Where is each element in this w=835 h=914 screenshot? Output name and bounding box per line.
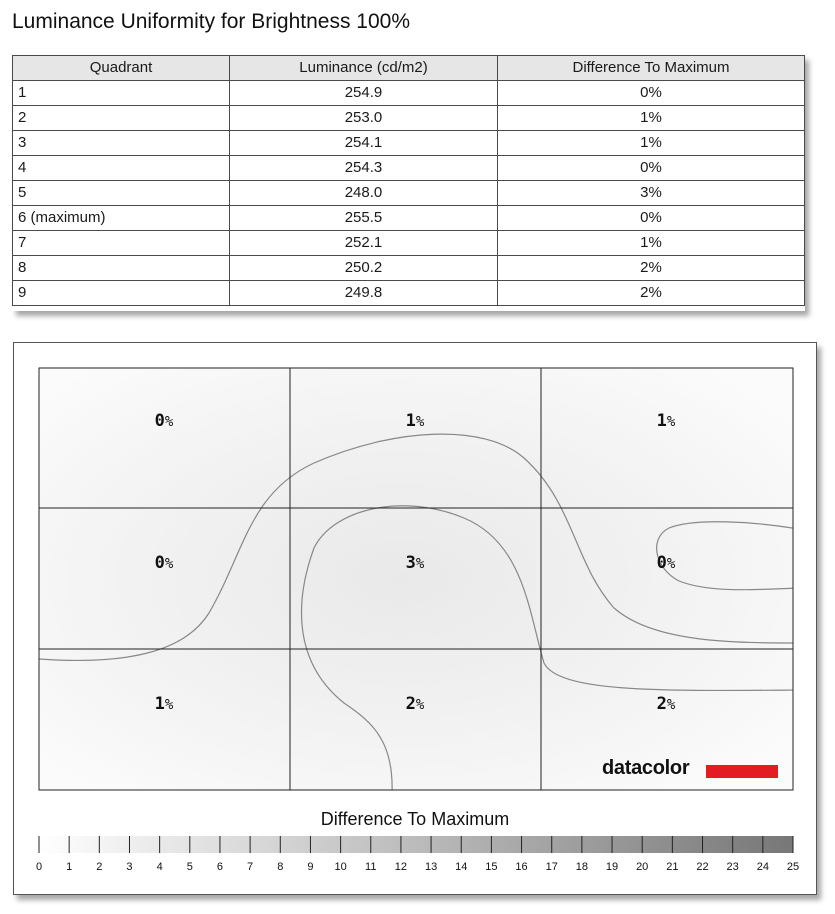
scale-tick-label: 23 xyxy=(726,861,739,873)
scale-tick-label: 22 xyxy=(696,861,709,873)
table-row xyxy=(13,106,805,131)
scale-tick-label: 9 xyxy=(307,861,314,873)
scale-tick-label: 11 xyxy=(365,861,377,873)
color-scale-bar xyxy=(39,836,793,853)
scale-tick-label: 10 xyxy=(334,861,347,873)
cell-value: 1 xyxy=(154,694,165,714)
difference-cell: 0% xyxy=(498,156,805,181)
header-quadrant: Quadrant xyxy=(13,56,230,81)
table-row xyxy=(13,131,805,156)
cell-value: 1 xyxy=(656,411,667,431)
difference-cell: 3% xyxy=(498,181,805,206)
quadrant-cell: 2 xyxy=(13,106,230,131)
plot-area xyxy=(39,368,793,790)
scale-tick-label: 2 xyxy=(96,861,103,873)
cell-unit: % xyxy=(666,414,676,430)
color-scale-title: Difference To Maximum xyxy=(320,809,510,829)
difference-cell: 2% xyxy=(498,281,805,306)
scale-tick-label: 7 xyxy=(247,861,254,873)
difference-cell: 0% xyxy=(498,206,805,231)
cell-value: 1 xyxy=(405,411,416,431)
scale-tick-label: 12 xyxy=(394,861,408,873)
cell-label-r2c3 xyxy=(626,553,706,573)
datacolor-logo-bar xyxy=(706,765,778,778)
table-row xyxy=(13,231,805,256)
cell-unit: % xyxy=(415,697,425,713)
quadrant-cell: 7 xyxy=(13,231,230,256)
quadrant-cell: 8 xyxy=(13,256,230,281)
difference-cell: 1% xyxy=(498,231,805,256)
cell-unit: % xyxy=(666,556,676,572)
cell-label-r3c3 xyxy=(626,694,706,714)
scale-tick-label: 8 xyxy=(277,861,284,873)
cell-label-r1c3 xyxy=(626,411,706,431)
quadrant-cell: 1 xyxy=(13,81,230,106)
cell-unit: % xyxy=(415,556,425,572)
cell-unit: % xyxy=(164,697,174,713)
scale-tick-label: 15 xyxy=(485,861,498,873)
cell-unit: % xyxy=(164,556,174,572)
header-luminance: Luminance (cd/m2) xyxy=(230,56,498,81)
scale-tick-label: 18 xyxy=(575,861,588,873)
table-row xyxy=(13,206,805,231)
cell-value: 2 xyxy=(405,694,416,714)
quadrant-cell: 4 xyxy=(13,156,230,181)
luminance-cell: 250.2 xyxy=(230,256,498,281)
table-row xyxy=(13,156,805,181)
scale-tick-label: 13 xyxy=(424,861,438,873)
header-difference: Difference To Maximum xyxy=(498,56,805,81)
cell-value: 2 xyxy=(656,694,667,714)
table-header-row xyxy=(13,56,805,81)
cell-unit: % xyxy=(164,414,174,430)
page-title: Luminance Uniformity for Brightness 100% xyxy=(12,10,411,33)
quadrant-cell: 3 xyxy=(13,131,230,156)
scale-tick-label: 3 xyxy=(126,861,133,873)
scale-tick-label: 17 xyxy=(545,861,558,873)
scale-tick-label: 0 xyxy=(35,861,43,873)
cell-value: 0 xyxy=(154,553,165,573)
scale-tick-label: 5 xyxy=(186,861,193,873)
difference-cell: 0% xyxy=(498,81,805,106)
cell-value: 0 xyxy=(656,553,667,573)
luminance-cell: 248.0 xyxy=(230,181,498,206)
luminance-cell: 254.1 xyxy=(230,131,498,156)
cell-label-r3c1 xyxy=(124,694,204,714)
luminance-cell: 252.1 xyxy=(230,231,498,256)
quadrant-cell: 6 (maximum) xyxy=(13,206,230,231)
table-row xyxy=(13,81,805,106)
cell-unit: % xyxy=(415,414,425,430)
uniformity-table xyxy=(12,55,805,306)
scale-tick-label: 25 xyxy=(786,861,800,873)
datacolor-logo: datacolor xyxy=(602,757,690,779)
quadrant-cell: 5 xyxy=(13,181,230,206)
scale-tick-label: 21 xyxy=(666,861,679,873)
scale-tick-label: 20 xyxy=(636,861,649,873)
cell-label-r3c2 xyxy=(375,694,455,714)
scale-tick-label: 24 xyxy=(756,861,769,873)
cell-value: 3 xyxy=(405,553,416,573)
difference-cell: 2% xyxy=(498,256,805,281)
difference-cell: 1% xyxy=(498,131,805,156)
cell-label-r1c1 xyxy=(124,411,204,431)
cell-unit: % xyxy=(666,697,676,713)
cell-label-r2c2 xyxy=(375,553,455,573)
scale-tick-label: 6 xyxy=(216,861,224,873)
scale-tick-label: 1 xyxy=(66,861,73,873)
scale-tick-label: 14 xyxy=(455,861,468,873)
difference-cell: 1% xyxy=(498,106,805,131)
scale-tick-label: 19 xyxy=(605,861,619,873)
quadrant-cell: 9 xyxy=(13,281,230,306)
table-row xyxy=(13,256,805,281)
luminance-cell: 253.0 xyxy=(230,106,498,131)
table-row xyxy=(13,181,805,206)
cell-value: 0 xyxy=(154,411,165,431)
luminance-cell: 254.9 xyxy=(230,81,498,106)
cell-label-r1c2 xyxy=(375,411,455,431)
luminance-cell: 249.8 xyxy=(230,281,498,306)
scale-tick-label: 4 xyxy=(156,861,163,873)
scale-tick-label: 16 xyxy=(515,861,528,873)
uniformity-chart-panel xyxy=(13,342,817,895)
luminance-cell: 254.3 xyxy=(230,156,498,181)
luminance-cell: 255.5 xyxy=(230,206,498,231)
table-row xyxy=(13,281,805,306)
cell-label-r2c1 xyxy=(124,553,204,573)
